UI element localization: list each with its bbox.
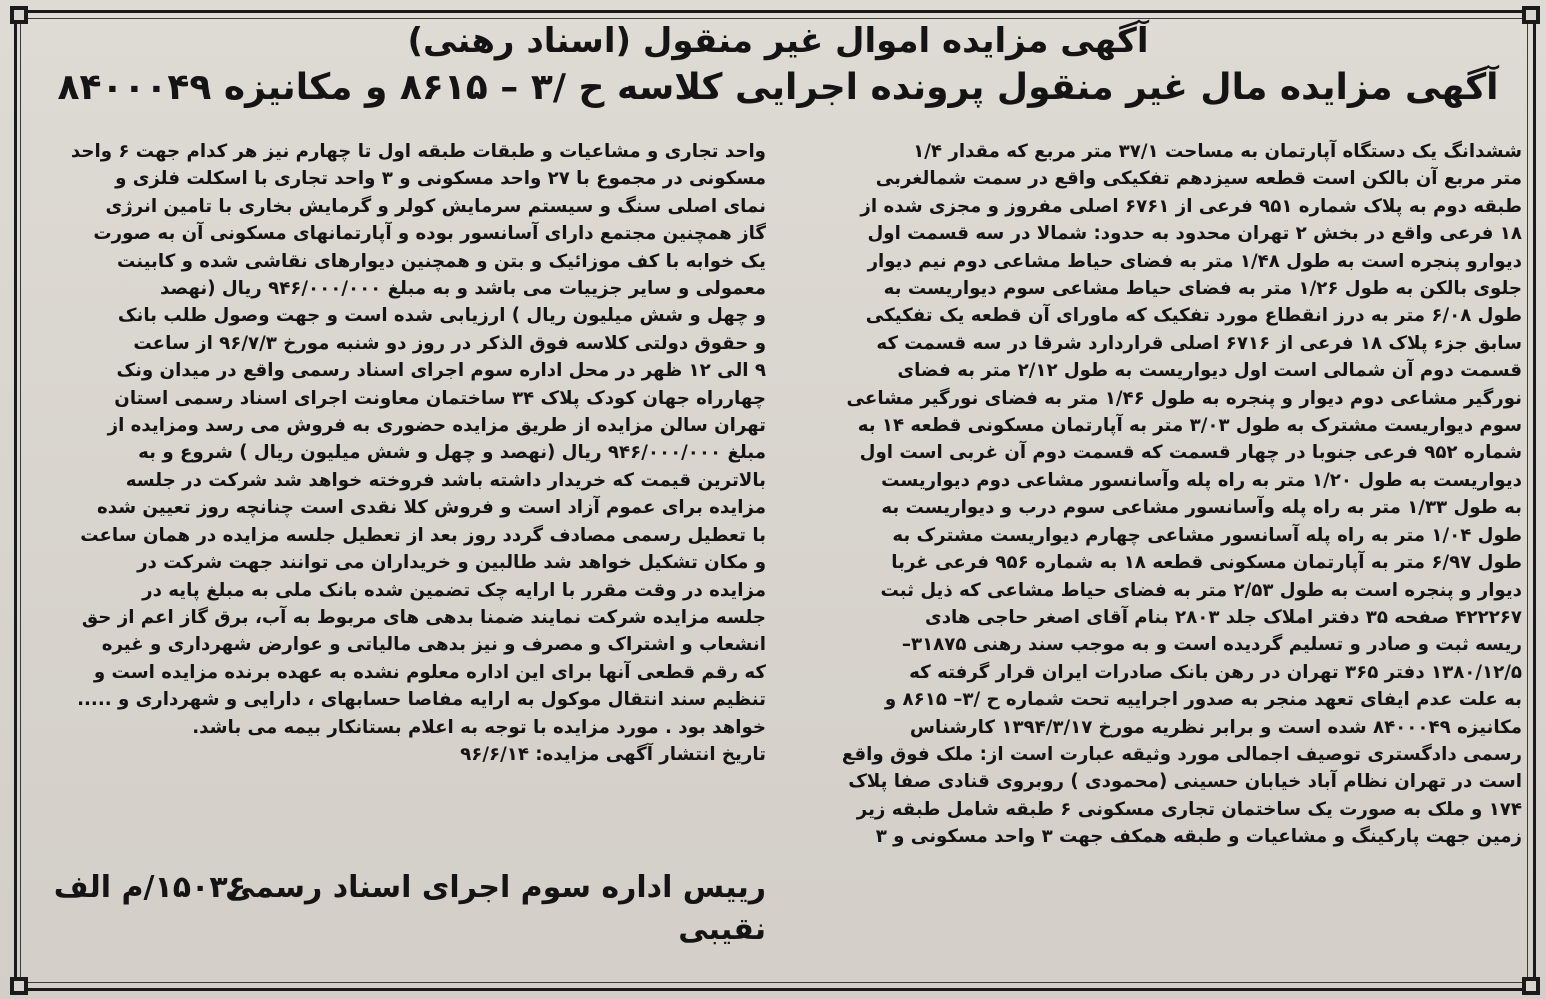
text-line: جلسه مزایده شرکت نمایند ضمنا بدهی های مربوط به آب، برق گاز اعم از حق [81, 606, 766, 628]
text-line: مزایده در وقت مقرر با ارایه چک تضمین شده بانک ملی به مبلغ پایه در [142, 579, 766, 601]
text-line: ششدانگ یک دستگاه آپارتمان به مساحت ۳۷/۱ متر مربع که مقدار ۱/۴ [913, 141, 1522, 162]
text-line: دیوارو پنجره است به طول ۱/۴۸ متر به فضای حیاط مشاعی دوم نیم دیوار [867, 250, 1522, 272]
text-line: طول ۶/۹۷ متر به آپارتمان مسکونی قطعه ۱۸ به شماره ۹۵۶ فرعی غربا [891, 552, 1522, 574]
text-line: ۴۲۲۲۶۷ صفحه ۳۵ دفتر املاک جلد ۲۸۰۳ بنام آقای اصغر حاجی هادی [925, 606, 1522, 628]
text-line: تهران سالن مزایده از طریق مزایده حضوری به فروش می رسد ومزایده از [107, 415, 766, 437]
text-line: شماره ۹۵۲ فرعی جنوبا در چهار قسمت که قسمت دوم آن غربی است اول [859, 442, 1522, 464]
text-line: به علت عدم ایفای تعهد منجر به صدور اجراییه تحت شماره ح /۳– ۸۶۱۵ و [884, 689, 1522, 711]
text-line: و مکان تشکیل خواهد شد طالبین و خریداران می توانند جهت شرکت در [137, 552, 766, 574]
text-line: و چهل و شش میلیون ریال ) ارزیابی شده است و جهت وصول طلب بانک [117, 305, 766, 327]
text-line: دیوار و پنجره است به طول ۲/۵۳ متر به فضای حیاط مشاعی که ذیل ثبت [880, 579, 1522, 601]
signatory-title: رییس اداره سوم اجرای اسناد رسمی [225, 870, 766, 905]
text-line: بالاترین قیمت که خریدار داشته باشد فروخته خواهد شد شرکت در جلسه [125, 469, 766, 491]
text-line: انشعاب و اشتراک و مصرف و نیز بدهی مالیاتی و عوارض شهرداری و غیره [101, 634, 766, 656]
text-line: زمین جهت پارکینگ و مشاعیات و طبقه همکف جهت ۳ واحد مسکونی و ۳ [875, 826, 1522, 848]
text-line: تاریخ انتشار آگهی مزایده: ۹۶/۶/۱۴ [460, 743, 766, 765]
text-line: قسمت دوم آن شمالی است اول دیواریست به طول ۲/۱۲ متر به فضای [897, 360, 1522, 382]
text-line: مسکونی در مجموع با ۲۷ واحد مسکونی و ۳ واحد تجاری با اسکلت فلزی و [115, 168, 766, 190]
text-line: به طول ۱/۳۳ متر به راه پله وآسانسور مشاعی سوم درب و دیواریست به [881, 497, 1522, 519]
text-line: تنظیم سند انتقال موکول به ارایه مفاصا حسابهای ، دارایی و شهرداری و ..... [77, 689, 766, 711]
corner-ornament [1522, 977, 1540, 995]
text-line: طول ۶/۰۸ متر به درز انقطاع مورد تفکیک که ماورای آن قطعه یک تفکیکی [865, 305, 1522, 327]
signatory-name: نقیبی [678, 912, 766, 947]
text-line: ۱۳۸۰/۱۲/۵ دفتر ۳۶۵ تهران در رهن بانک صادرات ایران قرار گرفته که [909, 661, 1522, 683]
text-line: جلوی بالکن به طول ۱/۲۶ متر به فضای حیاط مشاعی سوم دیواریست به [883, 278, 1522, 300]
corner-ornament [10, 977, 28, 995]
text-line: دیواریست به طول ۱/۲۰ متر به راه پله وآسانسور مشاعی دوم دیواریست [881, 469, 1522, 491]
text-line: سوم دیواریست مشترک به طول ۳/۰۳ متر به آپارتمان مسکونی قطعه ۱۴ به [857, 415, 1522, 437]
text-line: است در تهران نظام آباد خیابان حسینی (محمودی ) روبروی قنادی صفا پلاک [848, 771, 1522, 793]
text-line: ۱۸ فرعی واقع در بخش ۲ تهران محدود به حدود: شمالا در سه قسمت اول [867, 223, 1522, 245]
corner-ornament [10, 6, 28, 24]
ad-header [40, 18, 1516, 112]
text-line: رسمی دادگستری توصیف اجمالی مورد وثیقه عبارت است از: ملک فوق واقع [841, 743, 1522, 765]
text-line: یک خوابه با کف موزائیک و بتن و همچنین دیوارهای نقاشی شده و کابینت [116, 250, 766, 272]
text-line: ریسه ثبت و صادر و تسلیم گردیده است و به موجب سند رهنی ۳۱۸۷۵– [901, 634, 1522, 656]
text-line: خواهد بود . مورد مزایده با توجه به اعلام بستانکار بیمه می باشد. [192, 716, 766, 738]
left-text-column [36, 138, 766, 838]
text-line: مبلغ ۹۴۶/۰۰۰/۰۰۰ ریال (نهصد و چهل و شش میلیون ریال ) شروع و به [138, 442, 766, 464]
text-line: طول ۱/۰۴ متر به راه پله آسانسور مشاعی چهارم دیواریست مشترک به [892, 524, 1522, 546]
text-line: نورگیر مشاعی دوم دیوار و پنجره به طول ۱/۴۶ متر به فضای نورگیر مشاعی [846, 387, 1522, 409]
text-line: متر مربع آن بالکن است قطعه سیزدهم تفکیکی واقع در سمت شمالغربی [875, 168, 1522, 190]
text-line: واحد تجاری و مشاعیات و طبقات طبقه اول تا چهارم نیز هر کدام جهت ۶ واحد [70, 141, 766, 162]
text-line: معمولی و سایر جزییات می باشد و به مبلغ ۹۴۶/۰۰۰/۰۰۰ ریال (نهصد [159, 278, 766, 300]
right-text-column [804, 138, 1522, 982]
text-line: نمای اصلی سنگ و سیستم سرمایش کولر و گرمایش بخاری با تامین انرژی [105, 195, 766, 217]
text-line: و حقوق دولتی کلاسه فوق الذکر در روز دو شنبه مورخ ۹۶/۷/۳ از ساعت [133, 332, 766, 354]
text-line: سابق جزء پلاک ۱۸ فرعی از ۶۷۱۶ اصلی قراردارد شرقا در سه قسمت که [876, 332, 1522, 354]
corner-ornament [1522, 6, 1540, 24]
text-line: مکانیزه ۸۴۰۰۰۴۹ شده است و برابر نظریه مورخ ۱۳۹۴/۳/۱۷ کارشناس [909, 716, 1522, 738]
reference-number: ۱۵۰۳۶/م الف [53, 870, 246, 905]
text-line: ۹ الی ۱۲ ظهر در محل اداره سوم اجرای اسناد رسمی واقع در میدان ونک [116, 360, 766, 382]
text-line: طبقه دوم به پلاک شماره ۹۵۱ فرعی از ۶۷۶۱ اصلی مفروز و مجزی شده از [860, 195, 1522, 217]
text-line: مزایده برای عموم آزاد است و فروش کلا نقدی است چنانچه روز تعیین شده [96, 497, 766, 519]
ad-subtitle: آگهی مزایده مال غیر منقول پرونده اجرایی کلاسه ح /۳ – ۸۶۱۵ و مکانیزه ۸۴۰۰۰۴۹ [57, 67, 1499, 108]
text-line: گاز همچنین مجتمع دارای آسانسور بوده و آپارتمانهای مسکونی آن به صورت [93, 223, 766, 245]
text-line: ۱۷۴ و ملک به صورت یک ساختمان تجاری مسکونی ۶ طبقه شامل طبقه زیر [856, 798, 1522, 820]
text-line: که رقم قطعی آنها برای این اداره معلوم نشده به عهده برنده مزایده است و [93, 661, 766, 683]
text-line: چهارراه جهان کودک پلاک ۳۴ ساختمان معاونت اجرای اسناد رسمی استان [114, 387, 766, 409]
ad-title: آگهی مزایده اموال غیر منقول (اسناد رهنی) [407, 21, 1149, 61]
text-line: با تعطیل رسمی مصادف گردد روز بعد از تعطیل جلسه مزایده در همان ساعت [80, 524, 766, 546]
